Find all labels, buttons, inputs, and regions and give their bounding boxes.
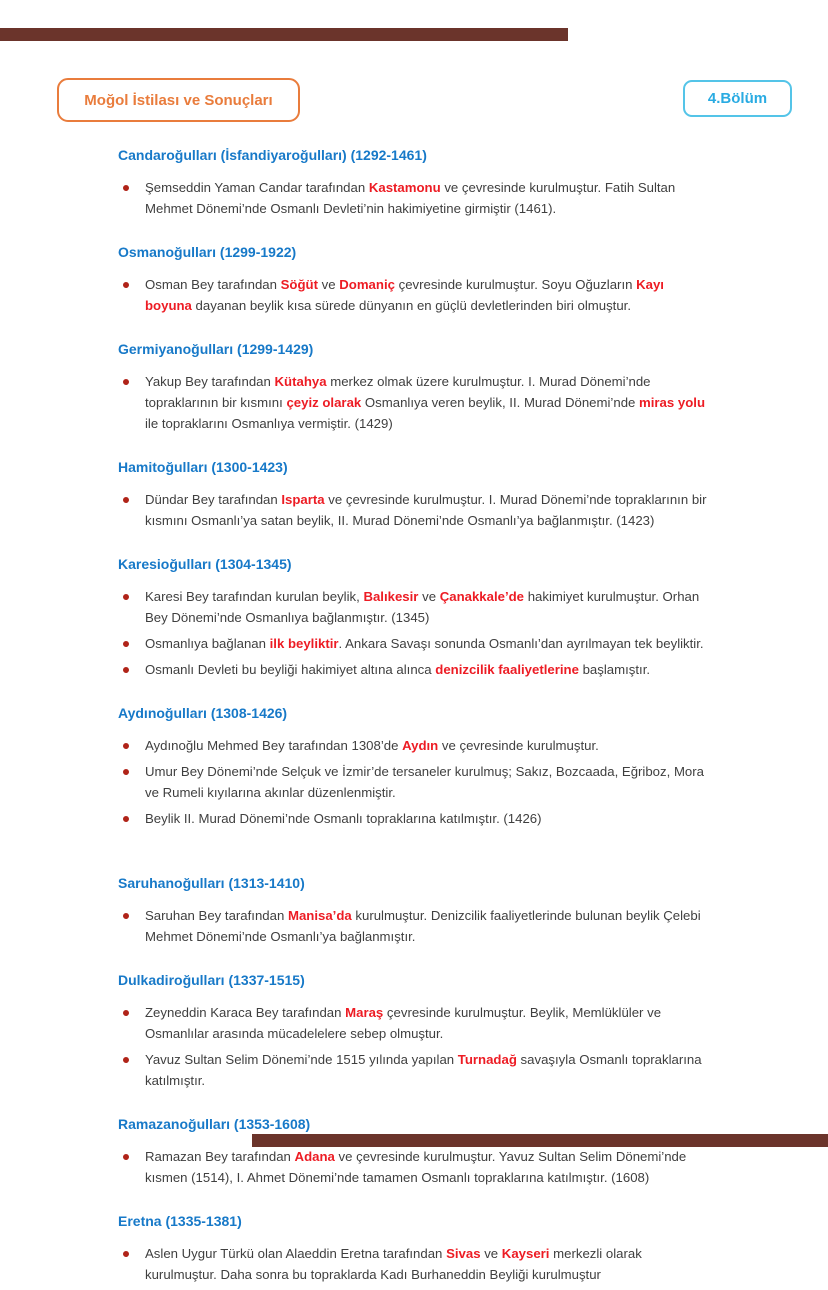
body-text: Saruhan Bey tarafından [145,908,288,923]
highlight-text: Kayseri [501,1246,550,1261]
body-text: ve [480,1246,502,1261]
body-text: ve çevresinde kurulmuştur. [438,738,599,753]
section-heading: Osmanoğulları (1299-1922) [118,244,297,260]
highlight-text: Kastamonu [368,180,441,195]
beylik-section [118,1116,714,1188]
body-text: Osman Bey tarafından [145,277,281,292]
section-heading: Hamitoğulları (1300-1423) [118,459,288,475]
body-text: Osmanlı Devleti bu beyliği hakimiyet altına alınca [145,662,436,677]
body-text: ve [317,277,340,292]
beylik-section [118,972,714,1091]
body-text: dayanan beylik kısa sürede dünyanın en güçlü devletlerinden biri olmuştur. [191,298,632,313]
body-text: Umur Bey Dönemi’nde Selçuk ve İzmir’de tersaneler kurulmuş; Sakız, Bozcaada, Eğriboz, Mora ve Rumeli kıyılarına akınlar düzenlenmiştir. [145,764,704,800]
body-text: ve çevresinde kurulmuştur. I. Murad Dönemi’nde topraklarının bir kısmını Osmanlı’ya satan beylik, II. Murad Dönemi’nde Osmanlı’ya bağlanmıştır. (1423) [145,492,707,528]
section-heading: Ramazanoğulları (1353-1608) [118,1116,311,1132]
highlight-text: Adana [294,1149,335,1164]
highlight-text: Balıkesir [363,589,419,604]
beylik-section [118,244,714,316]
body-text: ve [418,589,440,604]
list-item [118,1049,714,1091]
section-bullet-list [118,1146,714,1188]
section-bullet-list [118,586,714,680]
section-number-label: 4.Bölüm [707,90,768,107]
list-item [118,735,714,756]
beylik-section [118,875,714,947]
highlight-text: Maraş [345,1005,384,1020]
highlight-text: Turnadağ [457,1052,517,1067]
section-heading: Aydınoğulları (1308-1426) [118,705,288,721]
section-heading: Karesioğulları (1304-1345) [118,556,292,572]
body-text: Yakup Bey tarafından [145,374,275,389]
body-text: Aydınoğlu Mehmed Bey tarafından 1308’de [145,738,403,753]
body-text: savaşıyla Osmanlı topraklarına katılmıştır. [145,1052,702,1088]
list-item [118,1243,714,1285]
beylik-section [118,147,714,219]
section-heading: Germiyanoğulları (1299-1429) [118,341,314,357]
list-item [118,808,714,829]
highlight-text: Domaniç [339,277,395,292]
highlight-text: miras yolu [639,395,705,410]
highlight-text: Manisa’da [287,908,352,923]
section-bullet-list [118,735,714,829]
section-bullet-list [118,274,714,316]
section-bullet-list [118,1002,714,1091]
body-text: Aslen Uygur Türkü olan Alaeddin Eretna tarafından [145,1246,447,1261]
sections [118,147,714,1290]
body-text: merkez olmak üzere kurulmuştur. I. Murad Dönemi’nde topraklarının bir kısmını [145,374,651,410]
section-heading: Dulkadiroğulları (1337-1515) [118,972,305,988]
body-text: Osmanlıya veren beylik, II. Murad Dönemi’nde [361,395,640,410]
list-item [118,905,714,947]
body-text: Zeyneddin Karaca Bey tarafından [145,1005,346,1020]
highlight-text: ilk beyliktir [269,636,339,651]
beylik-section [118,556,714,680]
section-number-badge [683,80,792,117]
highlight-text: denizcilik faaliyetlerine [435,662,579,677]
decor-bar-top [0,28,568,41]
body-text: Beylik II. Murad Dönemi’nde Osmanlı topraklarına katılmıştır. (1426) [145,811,542,826]
chapter-title-badge [57,78,300,122]
section-bullet-list [118,1243,714,1285]
section-bullet-list [118,177,714,219]
body-text: başlamıştır. [578,662,651,677]
beylik-section [118,459,714,531]
section-bullet-list [118,489,714,531]
chapter-title-label: Moğol İstilası ve Sonuçları [84,91,273,109]
list-item [118,1002,714,1044]
list-item [118,1146,714,1188]
list-item [118,659,714,680]
list-item [118,633,714,654]
body-text: . Ankara Savaşı sonunda Osmanlı’dan ayrılmayan tek beyliktir. [338,636,704,651]
body-text: ve çevresinde kurulmuştur. Yavuz Sultan Selim Dönemi’nde kısmen (1514), I. Ahmet Dönemi’nde tamamen Osmanlı topraklarına katılmıştır. (1608) [145,1149,687,1185]
section-heading: Eretna (1335-1381) [118,1213,242,1229]
list-item [118,761,714,803]
body-text: Yavuz Sultan Selim Dönemi’nde 1515 yılında yapılan [145,1052,458,1067]
body-text: çevresinde kurulmuştur. Soyu Oğuzların [394,277,637,292]
list-item [118,274,714,316]
section-heading: Candaroğulları (İsfandiyaroğulları) (1292-1461) [118,147,427,163]
body-text: hakimiyet kurulmuştur. Orhan Bey Dönemi’nde Osmanlıya bağlanmıştır. (1345) [145,589,700,625]
body-text: Ramazan Bey tarafından [145,1149,295,1164]
list-item [118,371,714,434]
highlight-text: Kayı boyuna [145,277,664,313]
section-bullet-list [118,371,714,434]
body-text: çevresinde kurulmuştur. Beylik, Memlüklüler ve Osmanlılar arasında mücadelelere sebep olmuştur. [145,1005,662,1041]
beylik-section [118,341,714,434]
body-text: Dündar Bey tarafından [145,492,282,507]
body-text: merkezli olarak kurulmuştur. Daha sonra bu topraklarda Kadı Burhaneddin Beyliği kurulmuştur [145,1246,642,1282]
body-text: Şemseddin Yaman Candar tarafından [145,180,369,195]
body-text: ile topraklarını Osmanlıya vermiştir. (1429) [145,416,393,431]
list-item [118,489,714,531]
body-text: ve çevresinde kurulmuştur. Fatih Sultan Mehmet Dönemi’nde Osmanlı Devleti’nin hakimiyetine girmiştir (1461). [145,180,676,216]
list-item [118,586,714,628]
highlight-text: Kütahya [274,374,327,389]
body-text: Karesi Bey tarafından kurulan beylik, [145,589,364,604]
section-heading: Saruhanoğulları (1313-1410) [118,875,305,891]
highlight-text: Sivas [446,1246,481,1261]
beylik-section [118,1213,714,1285]
section-bullet-list [118,905,714,947]
highlight-text: çeyiz olarak [286,395,362,410]
body-text: kurulmuştur. Denizcilik faaliyetlerinde bulunan beylik Çelebi Mehmet Dönemi’nde Osmanlı’ya bağlanmıştır. [145,908,701,944]
highlight-text: Söğüt [280,277,318,292]
highlight-text: Isparta [281,492,325,507]
highlight-text: Aydın [402,738,439,753]
beylik-section [118,705,714,829]
highlight-text: Çanakkale’de [439,589,525,604]
body-text: Osmanlıya bağlanan [145,636,270,651]
list-item [118,177,714,219]
